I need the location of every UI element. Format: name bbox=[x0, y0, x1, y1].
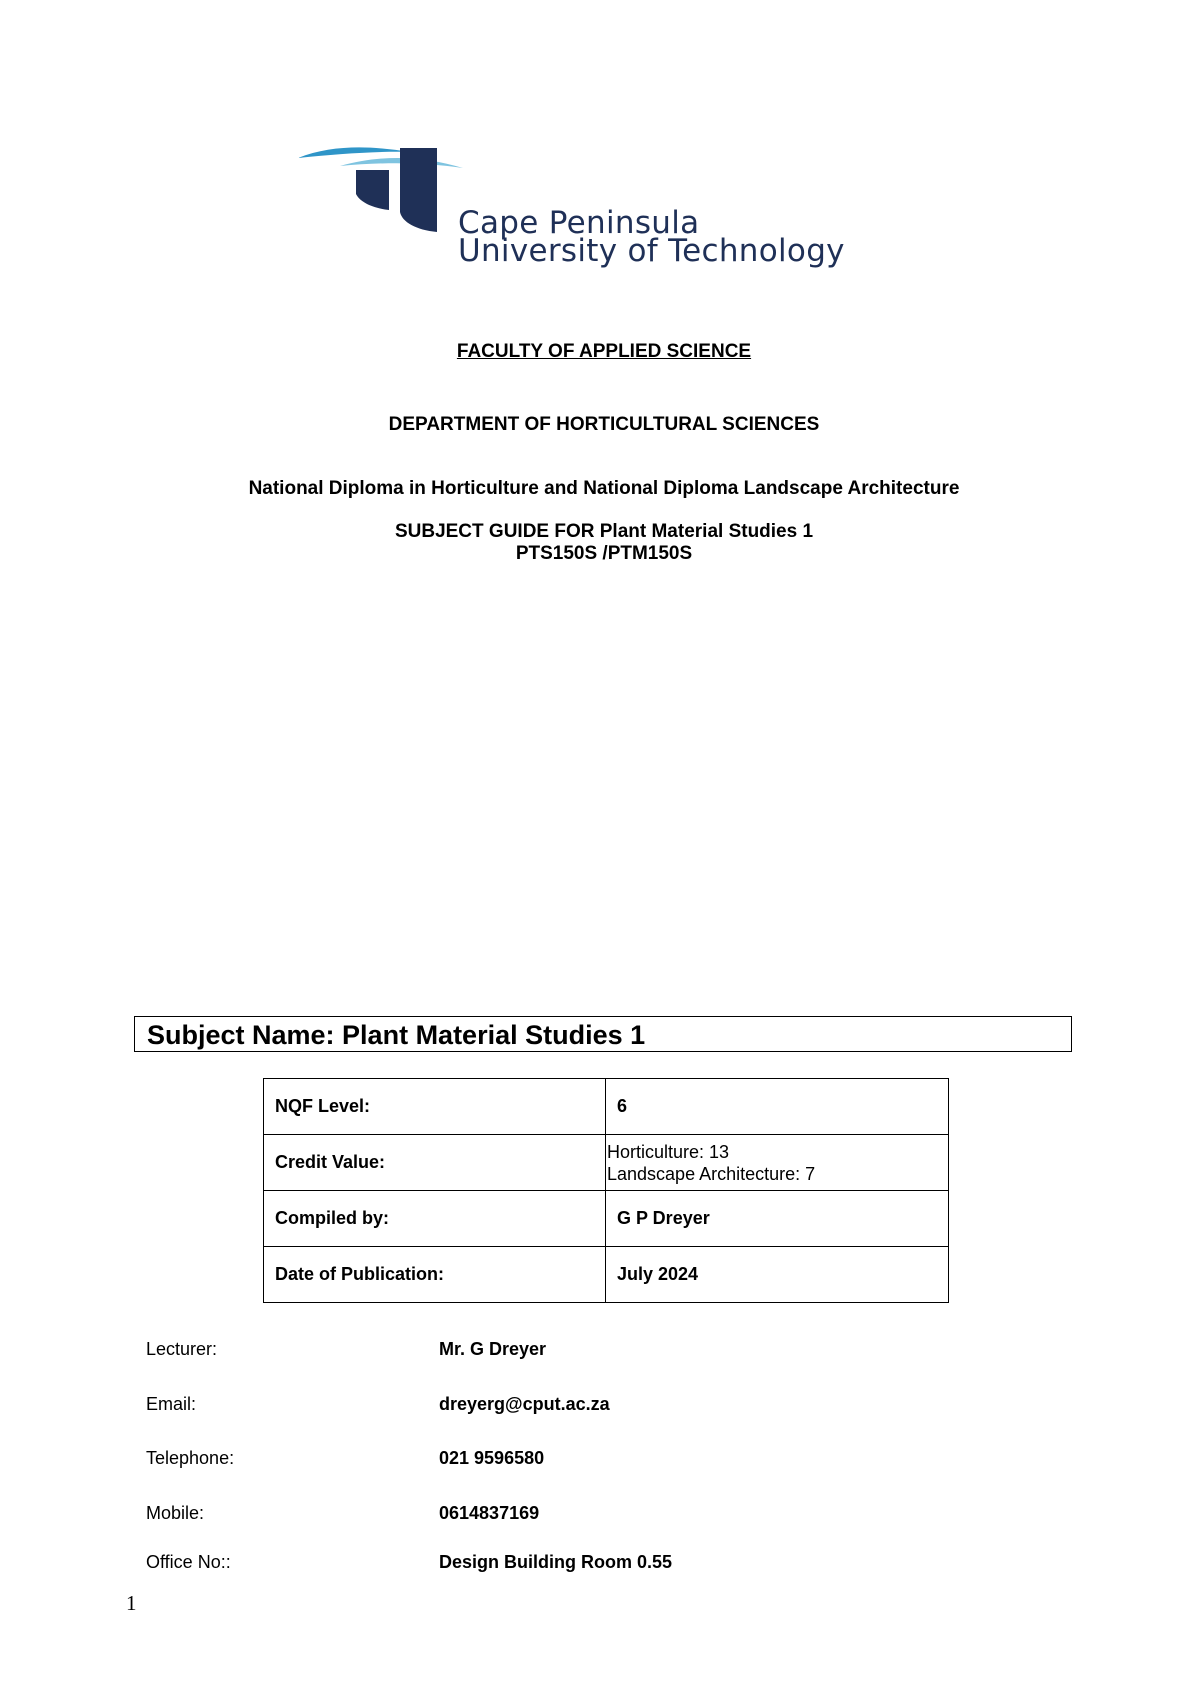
mobile-label: Mobile: bbox=[146, 1503, 205, 1523]
lecturer-label: Lecturer: bbox=[146, 1339, 218, 1359]
credit-value bbox=[606, 1135, 949, 1191]
table-row-date bbox=[264, 1247, 949, 1303]
diploma-heading: National Diploma in Horticulture and National Diploma Landscape Architecture bbox=[248, 478, 960, 499]
telephone-value: 021 9596580 bbox=[439, 1448, 545, 1468]
department-heading: DEPARTMENT OF HORTICULTURAL SCIENCES bbox=[388, 414, 820, 435]
university-logo bbox=[298, 142, 918, 277]
office-value: Design Building Room 0.55 bbox=[439, 1552, 673, 1572]
table-row-compiled bbox=[264, 1191, 949, 1247]
subject-info-table bbox=[263, 1078, 949, 1303]
contact-mobile bbox=[146, 1503, 539, 1524]
telephone-label: Telephone: bbox=[146, 1448, 235, 1468]
guide-title: SUBJECT GUIDE FOR Plant Material Studies 1 bbox=[394, 521, 814, 542]
credit-label: Credit Value: bbox=[264, 1135, 606, 1191]
subject-codes: PTS150S /PTM150S bbox=[515, 543, 693, 564]
logo-emblem-icon bbox=[298, 142, 468, 242]
office-label: Office No:: bbox=[146, 1552, 231, 1572]
compiled-value: G P Dreyer bbox=[606, 1191, 949, 1247]
contact-email bbox=[146, 1394, 610, 1415]
table-row-nqf bbox=[264, 1079, 949, 1135]
logo-name-line1: Cape Peninsula bbox=[458, 205, 700, 241]
subject-name-box bbox=[134, 1016, 1072, 1052]
faculty-heading: FACULTY OF APPLIED SCIENCE bbox=[456, 341, 752, 362]
lecturer-value: Mr. G Dreyer bbox=[439, 1339, 547, 1359]
contact-office bbox=[146, 1552, 672, 1573]
mobile-value: 0614837169 bbox=[439, 1503, 540, 1523]
subject-name: Subject Name: Plant Material Studies 1 bbox=[147, 1020, 646, 1050]
email-label: Email: bbox=[146, 1394, 197, 1414]
page-number: 1 bbox=[126, 1591, 137, 1615]
date-value: July 2024 bbox=[606, 1247, 949, 1303]
contact-telephone bbox=[146, 1448, 544, 1469]
contact-lecturer bbox=[146, 1339, 546, 1360]
logo-name-line2: University of Technology bbox=[458, 233, 845, 269]
compiled-label: Compiled by: bbox=[264, 1191, 606, 1247]
nqf-label: NQF Level: bbox=[264, 1079, 606, 1135]
table-row-credit bbox=[264, 1135, 949, 1191]
nqf-value: 6 bbox=[606, 1079, 949, 1135]
credit-horticulture: Horticulture: 13 bbox=[607, 1141, 730, 1162]
date-label: Date of Publication: bbox=[264, 1247, 606, 1303]
credit-landscape: Landscape Architecture: 7 bbox=[607, 1163, 816, 1184]
email-value: dreyerg@cput.ac.za bbox=[439, 1394, 610, 1414]
